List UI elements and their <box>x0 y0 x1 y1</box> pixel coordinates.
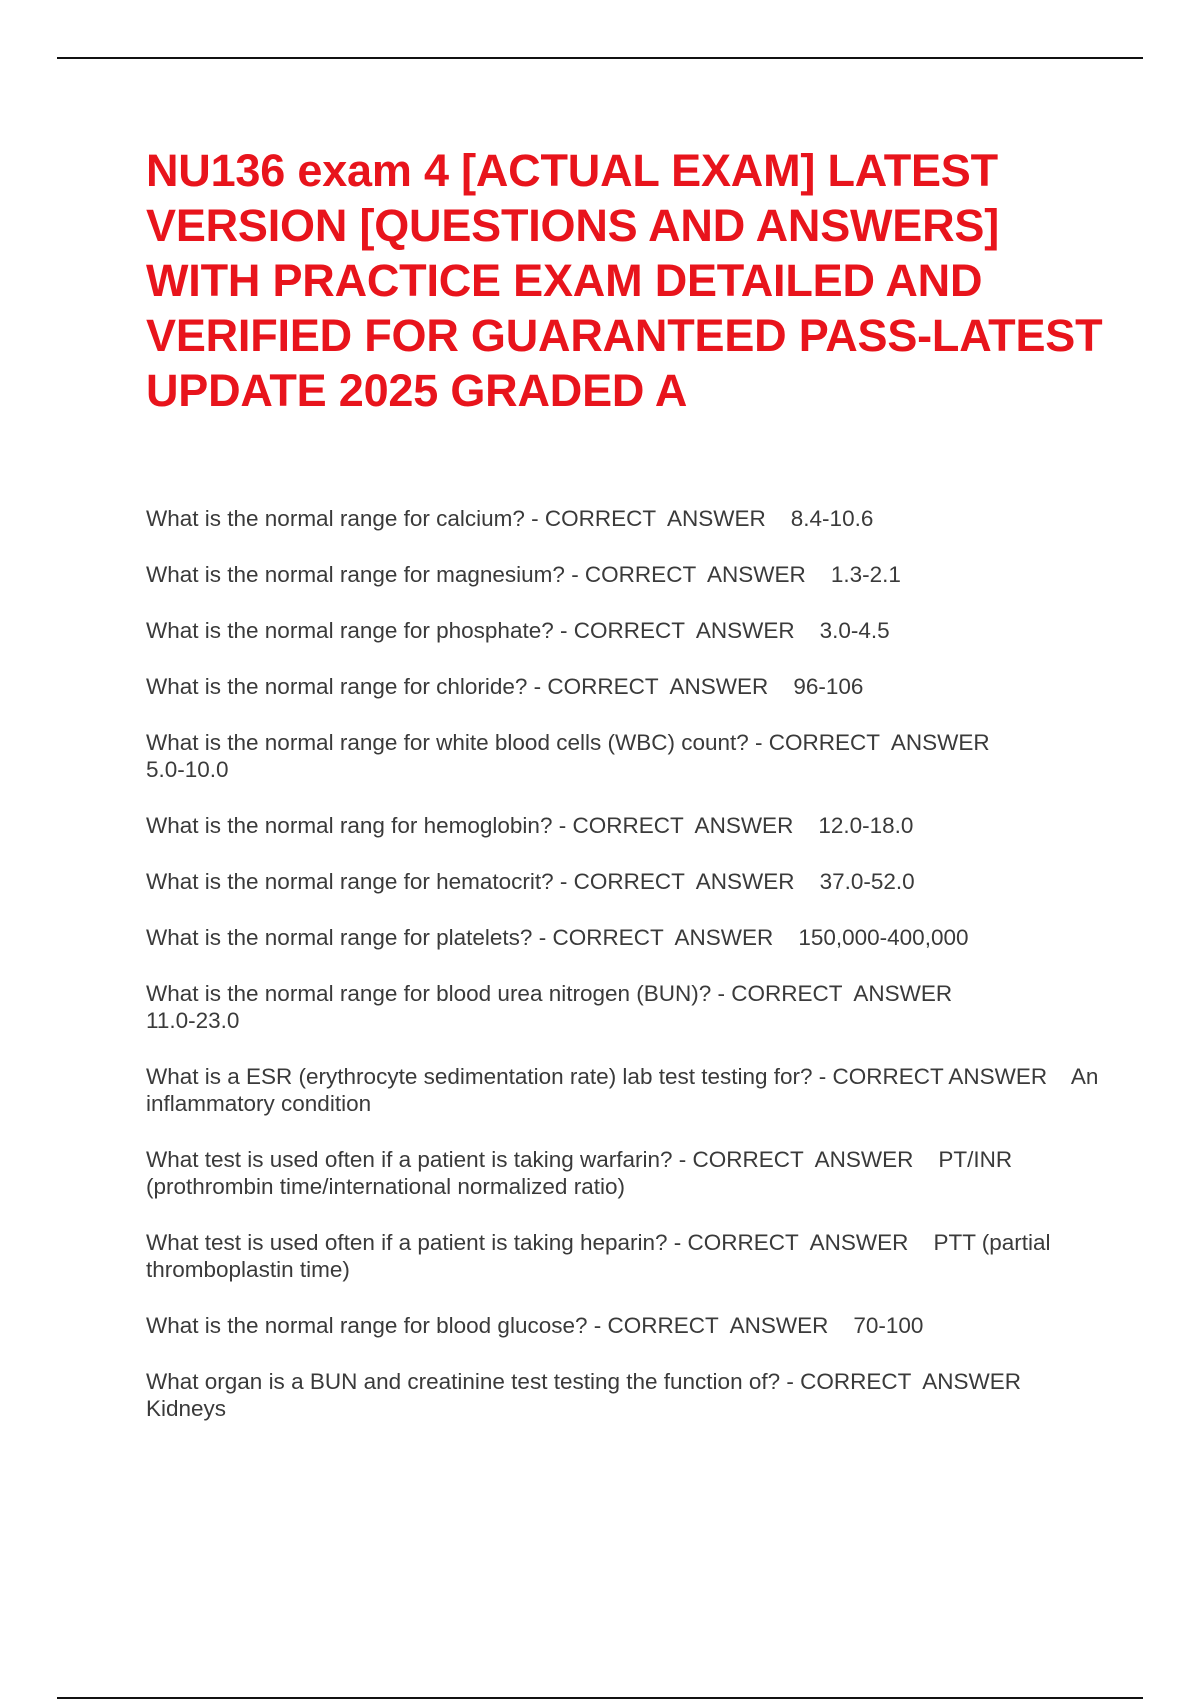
question-text: What organ is a BUN and creatinine test testing the function of? - CORRECT ANSWER <box>146 1369 1021 1394</box>
list-item <box>146 1312 1106 1339</box>
answer-text: PTT (partial thromboplastin time) <box>146 1230 1057 1282</box>
question-text: What is the normal range for blood glucose? - CORRECT ANSWER <box>146 1313 829 1338</box>
list-item <box>146 1368 1106 1422</box>
question-text: What is the normal range for phosphate? - CORRECT ANSWER <box>146 618 795 643</box>
question-text: What test is used often if a patient is taking warfarin? - CORRECT ANSWER <box>146 1147 914 1172</box>
question-text: What is the normal range for platelets? - CORRECT ANSWER <box>146 925 774 950</box>
question-text: What is the normal range for hematocrit? - CORRECT ANSWER <box>146 869 795 894</box>
answer-text: 5.0-10.0 <box>146 757 229 782</box>
question-text: What is the normal rang for hemoglobin? - CORRECT ANSWER <box>146 813 794 838</box>
list-item <box>146 812 1106 839</box>
list-item <box>146 1063 1106 1117</box>
question-text: What is the normal range for magnesium? - CORRECT ANSWER <box>146 562 806 587</box>
answer-text: Kidneys <box>146 1396 227 1421</box>
list-item <box>146 924 1106 951</box>
list-item <box>146 729 1106 783</box>
list-item <box>146 505 1106 532</box>
list-item <box>146 868 1106 895</box>
question-text: What is the normal range for blood urea nitrogen (BUN)? - CORRECT ANSWER <box>146 981 953 1006</box>
answer-text: 8.4-10.6 <box>790 506 874 531</box>
answer-text: 96-106 <box>793 674 864 699</box>
answer-text: 1.3-2.1 <box>830 562 901 587</box>
question-text: What is the normal range for white blood cells (WBC) count? - CORRECT ANSWER <box>146 730 990 755</box>
answer-text: An inflammatory condition <box>146 1064 1105 1116</box>
answer-text: 11.0-23.0 <box>146 1008 240 1033</box>
answer-text: 3.0-4.5 <box>819 618 890 643</box>
answer-text: PT/INR (prothrombin time/international normalized ratio) <box>146 1147 1019 1199</box>
question-text: What is a ESR (erythrocyte sedimentation rate) lab test testing for? - CORRECT ANSWER <box>146 1064 1048 1089</box>
list-item <box>146 673 1106 700</box>
answer-text: 37.0-52.0 <box>819 869 915 894</box>
answer-text: 150,000-400,000 <box>798 925 969 950</box>
question-text: What test is used often if a patient is taking heparin? - CORRECT ANSWER <box>146 1230 909 1255</box>
answer-text: 12.0-18.0 <box>818 813 914 838</box>
list-item <box>146 561 1106 588</box>
answer-text: 70-100 <box>853 1313 924 1338</box>
document-title: NU136 exam 4 [ACTUAL EXAM] LATEST VERSION [QUESTIONS AND ANSWERS] WITH PRACTICE EXAM DETAILED AND VERIFIED FOR GUARANTEED PASS-LATEST UPDATE 2025 GRADED A <box>146 145 1103 416</box>
list-item <box>146 1146 1106 1200</box>
bottom-divider <box>57 1697 1143 1699</box>
question-answer-list <box>146 505 1106 1451</box>
list-item <box>146 617 1106 644</box>
question-text: What is the normal range for calcium? - CORRECT ANSWER <box>146 506 766 531</box>
question-text: What is the normal range for chloride? - CORRECT ANSWER <box>146 674 769 699</box>
list-item <box>146 1229 1106 1283</box>
list-item <box>146 980 1106 1034</box>
top-divider <box>57 57 1143 59</box>
